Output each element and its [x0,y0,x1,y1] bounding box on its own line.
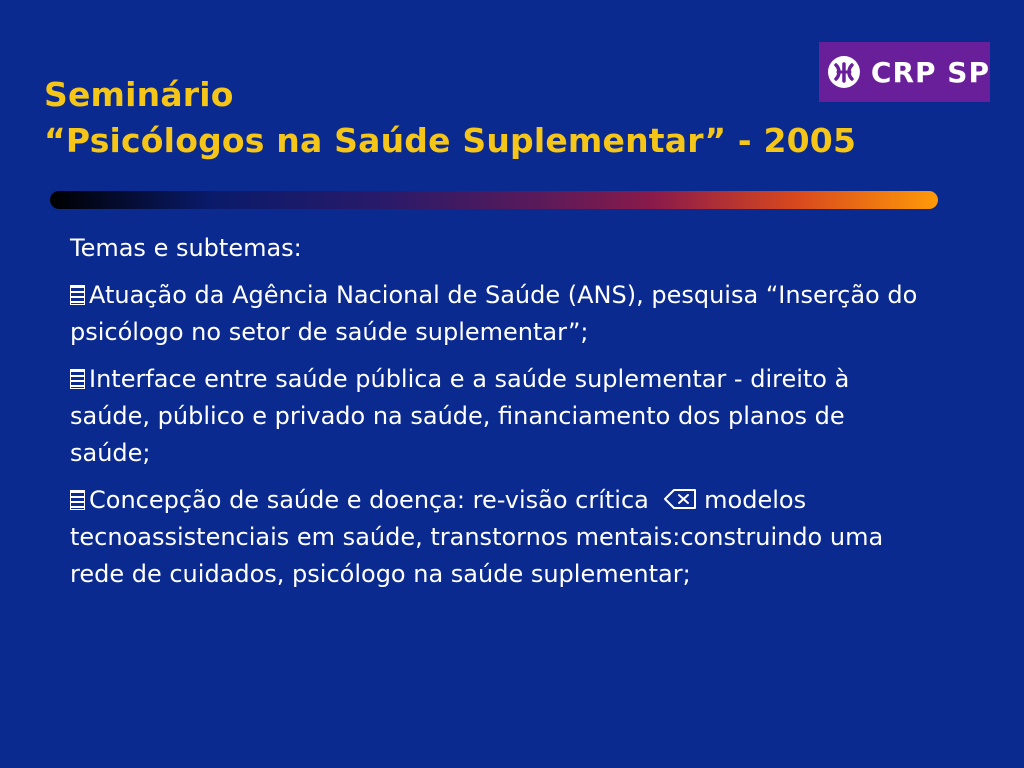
list-bullet-icon [70,369,85,389]
list-bullet-icon [70,490,85,510]
topic-item [70,361,930,472]
topic-item-text-after: modelos tecnoassistenciais em saúde, transtornos mentais:construindo uma rede de cuidados, psicólogo na saúde suplementar; [70,486,884,588]
list-bullet-icon [70,285,85,305]
slide-body [70,230,930,603]
title-line-2: “Psicólogos na Saúde Suplementar” - 2005 [44,121,857,160]
topic-item [70,482,930,593]
topic-item-text: Atuação da Agência Nacional de Saúde (ANS), pesquisa “Inserção do psicólogo no setor de saúde suplementar”; [70,281,918,346]
title-line-1: Seminário [44,75,234,114]
topic-item [70,277,930,351]
erase-to-left-icon [663,488,697,510]
topic-item-text-before: Concepção de saúde e doença: re-visão crítica [89,486,649,514]
topics-heading: Temas e subtemas: [70,234,302,262]
crp-logo-mark-icon [827,55,861,89]
crp-logo [819,42,990,102]
topic-item-text: Interface entre saúde pública e a saúde suplementar - direito à saúde, público e privado na saúde, financiamento dos planos de saúde; [70,365,850,467]
gradient-divider [50,191,938,209]
logo-text: CRP SP [870,55,990,89]
